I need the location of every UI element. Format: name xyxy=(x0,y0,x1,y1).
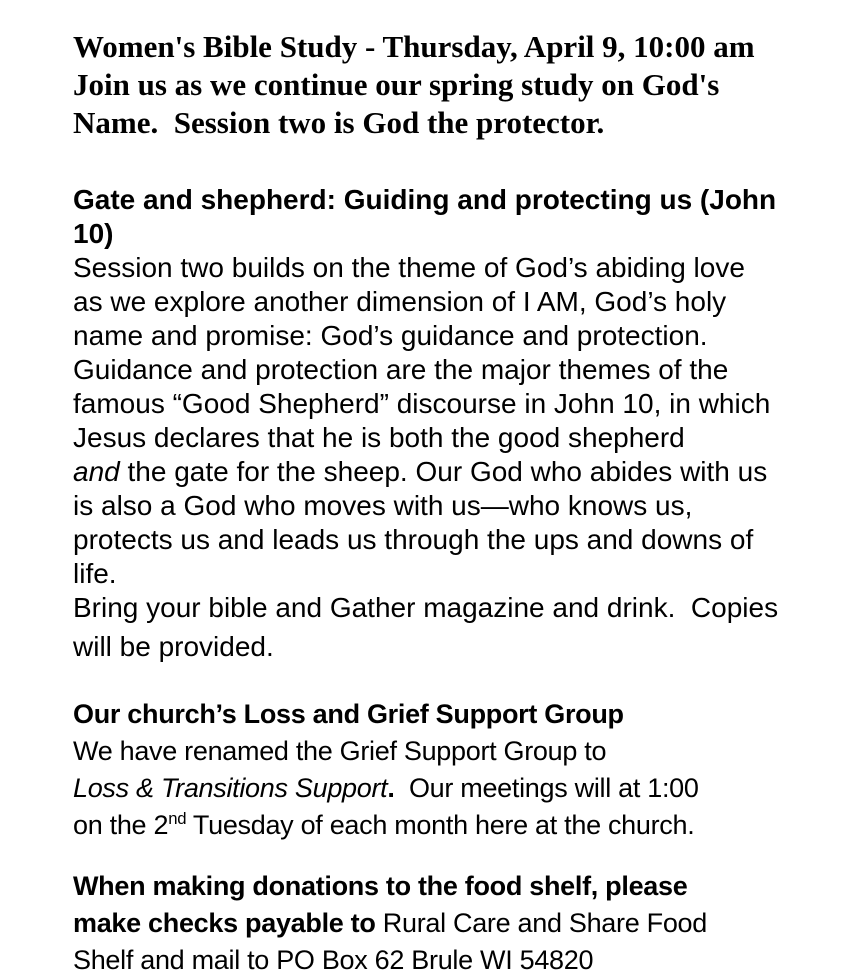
body-line-12: will be provided. xyxy=(73,631,274,662)
grief-support-renamed-title: Loss & Transitions Support xyxy=(73,773,388,803)
body-line-3: name and promise: God’s guidance and protection. xyxy=(73,320,708,351)
bible-study-heading-line-3: Name. Session two is God the protector. xyxy=(73,105,605,140)
food-shelf-line-2 xyxy=(73,905,822,942)
grief-support-line-3-rest: Tuesday of each month here at the church. xyxy=(186,810,695,840)
body-line-8: is also a God who moves with us—who knows us, xyxy=(73,490,693,521)
bible-study-heading-line-2: Join us as we continue our spring study on God's xyxy=(73,67,720,102)
food-shelf-line-2-rest: Rural Care and Share Food xyxy=(382,908,707,938)
grief-support-line-3 xyxy=(73,807,822,844)
gate-shepherd-subheading: Gate and shepherd: Guiding and protecting us (John 10) xyxy=(73,184,784,249)
grief-support-bold-period: . xyxy=(387,773,395,803)
body-line-7-rest: the gate for the sheep. Our God who abides with us xyxy=(119,456,768,487)
food-shelf-section xyxy=(73,868,822,979)
grief-support-section xyxy=(73,696,822,844)
food-shelf-bold-line-2-start: make checks payable to xyxy=(73,908,383,938)
grief-support-line-3-pre: on the 2 xyxy=(73,810,169,840)
body-line-2: as we explore another dimension of I AM, God’s holy xyxy=(73,286,727,317)
bible-study-heading-line-1: Women's Bible Study - Thursday, April 9, 10:00 am xyxy=(73,29,755,64)
bible-study-body-section xyxy=(73,183,822,664)
body-line-7-italic-and: and xyxy=(73,456,120,487)
grief-support-line-2 xyxy=(73,770,822,807)
grief-support-heading: Our church’s Loss and Grief Support Group xyxy=(73,699,624,729)
body-line-6: Jesus declares that he is both the good shepherd xyxy=(73,422,685,453)
body-line-4: Guidance and protection are the major themes of the xyxy=(73,354,729,385)
grief-support-line-2-rest: Our meetings will at 1:00 xyxy=(394,773,699,803)
grief-support-ordinal-suffix: nd xyxy=(168,809,187,828)
grief-support-line-1: We have renamed the Grief Support Group to xyxy=(73,736,607,766)
bible-study-heading xyxy=(73,28,822,142)
body-line-5: famous “Good Shepherd” discourse in John 10, in which xyxy=(73,388,771,419)
body-line-11: Bring your bible and Gather magazine and drink. Copies xyxy=(73,592,779,623)
food-shelf-bold-line-1: When making donations to the food shelf, please xyxy=(73,871,688,901)
food-shelf-line-3: Shelf and mail to PO Box 62 Brule WI 54820 xyxy=(73,945,594,975)
body-line-7 xyxy=(73,455,822,489)
body-line-1: Session two builds on the theme of God’s abiding love xyxy=(73,252,745,283)
body-line-9: protects us and leads us through the ups and downs of xyxy=(73,524,754,555)
body-line-10: life. xyxy=(73,558,117,589)
